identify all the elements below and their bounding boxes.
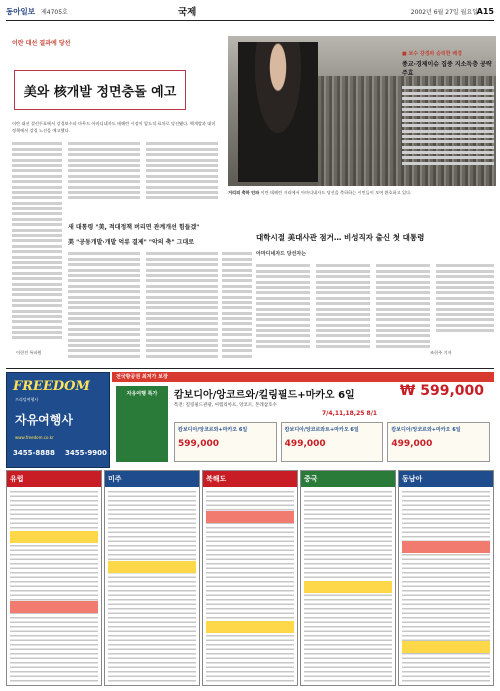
ad-deal-price: ₩ 599,000 [399, 383, 484, 399]
sidebar-kicker: ■ 보수 강경파 승리한 배경 [402, 51, 462, 57]
article-lead: 이란 대선 결선투표에서 강경보수파 마무드 아마디네자드 테헤란 시장이 압도적 표차로 당선됐다. 핵개발과 대미 정책에서 강경 노선을 예고했다. [12, 121, 216, 133]
ad-offer[interactable] [281, 422, 384, 462]
article-2-column-2 [316, 262, 370, 351]
ad-offer-price: 499,000 [284, 439, 326, 449]
ad-offer-title: 캄보디아/앙코르와+마카오 6일 [178, 427, 248, 433]
ad-top-strip: 전국항공권 최저가 보장 [112, 372, 494, 382]
photo-caption [228, 190, 496, 196]
body-column-4 [68, 250, 140, 360]
photo-caption-text: 이란 테헤란 거리에서 아마디네자드 당선을 축하하는 시민들이 모여 환호하고 있다. [260, 190, 412, 195]
sidebar-body [402, 84, 494, 167]
issue-date: 2002년 6월 27일 월요일 [410, 8, 478, 16]
ad-offer-title: 캄보디아/앙코르와+마카오 6일 [391, 427, 461, 433]
subhead-1: 새 대통령 "美, 적대정책 버리면 관계개선 힘들겠" [68, 224, 200, 231]
article-2-title: 대학시절 美대사관 점거… 비성직자 출신 첫 대통령 [256, 233, 425, 242]
article-author: 이헌진 특파원 [16, 350, 42, 355]
ad-offer-title: 캄보디아/앙코르와트+마카오 6일 [284, 427, 359, 433]
issue-number: 제4705호 [40, 8, 68, 16]
ad-offer[interactable] [387, 422, 490, 462]
ad-cell-china[interactable] [300, 470, 396, 686]
ad-cell-america[interactable] [104, 470, 200, 686]
ad-category-label: 유럽 [7, 471, 101, 487]
freedom-phone-2: 3455-9900 [65, 449, 107, 457]
freedom-phone-1: 3455-8888 [13, 449, 55, 457]
ad-deal-title: 캄보디아/앙코르와/킬링필드+마카오 6일 [174, 390, 355, 401]
section-title: 국제 [178, 7, 197, 18]
article-2-column-1 [256, 262, 310, 351]
body-column-6 [222, 250, 252, 360]
photo-caption-title: 거리의 축하 인파 [228, 190, 260, 195]
body-column-2 [68, 140, 140, 202]
freedom-travel-ad[interactable] [6, 372, 110, 468]
ad-offer-price: 499,000 [391, 439, 433, 449]
freedom-brand: FREEDOM [13, 379, 90, 394]
ad-offer[interactable] [174, 422, 277, 462]
article-2-column-4 [436, 262, 494, 334]
ad-deal-dates: 7/4,11,18,25 8/1 [322, 410, 378, 417]
headline-box [14, 70, 186, 110]
article-headline: 美와 核개발 정면충돌 예고 [23, 84, 177, 100]
article-2-byline: 조헌주 기자 [430, 350, 452, 355]
ad-category-label: 동남아 [399, 471, 493, 487]
ad-category-label: 미주 [105, 471, 199, 487]
ad-offer-row [174, 422, 490, 462]
subhead-2: 美 "공동개발·개발 억류 결제" "악의 축" 그대로 [68, 239, 195, 246]
header-rule [6, 20, 494, 21]
ad-offer-price: 599,000 [178, 439, 219, 449]
ad-cell-europe[interactable] [6, 470, 102, 686]
sidebar-title: 종교·경제이슈 집중 지소득층 공략 주효 [402, 61, 492, 77]
body-column-3 [146, 140, 218, 202]
ad-category-label: 중국 [301, 471, 395, 487]
article-2-column-3 [376, 262, 430, 351]
ad-category-label: 북해도 [203, 471, 297, 487]
article-2-kicker: 아마디네자드 당선자는 [256, 251, 307, 257]
body-column-1 [12, 140, 62, 342]
page-header [6, 4, 494, 18]
body-column-5 [146, 250, 218, 360]
freedom-name: 자유여행사 [15, 413, 73, 427]
ad-cell-southeast-asia[interactable] [398, 470, 494, 686]
cambodia-tour-ad[interactable] [112, 372, 494, 468]
newspaper-logo: 동아일보 [6, 6, 35, 16]
ad-separator-rule [6, 368, 494, 369]
page-number: A15 [476, 6, 494, 16]
freedom-website: www.freedom.co.kr [15, 435, 54, 440]
woman-figure [238, 42, 318, 182]
freedom-subtitle: 프리덤여행사 [15, 397, 39, 402]
travel-ad-grid [6, 470, 494, 686]
ad-badge: 자유여행 특가 [116, 386, 168, 462]
ad-deal-features: 특전: 킬링필드관광, 씨엠리아프, 앙코르, 톤레삽호수 [174, 403, 277, 408]
ad-cell-hokkaido[interactable] [202, 470, 298, 686]
subhead-block [68, 222, 223, 252]
article-kicker: 이란 대선 결과에 당선 [12, 40, 71, 47]
